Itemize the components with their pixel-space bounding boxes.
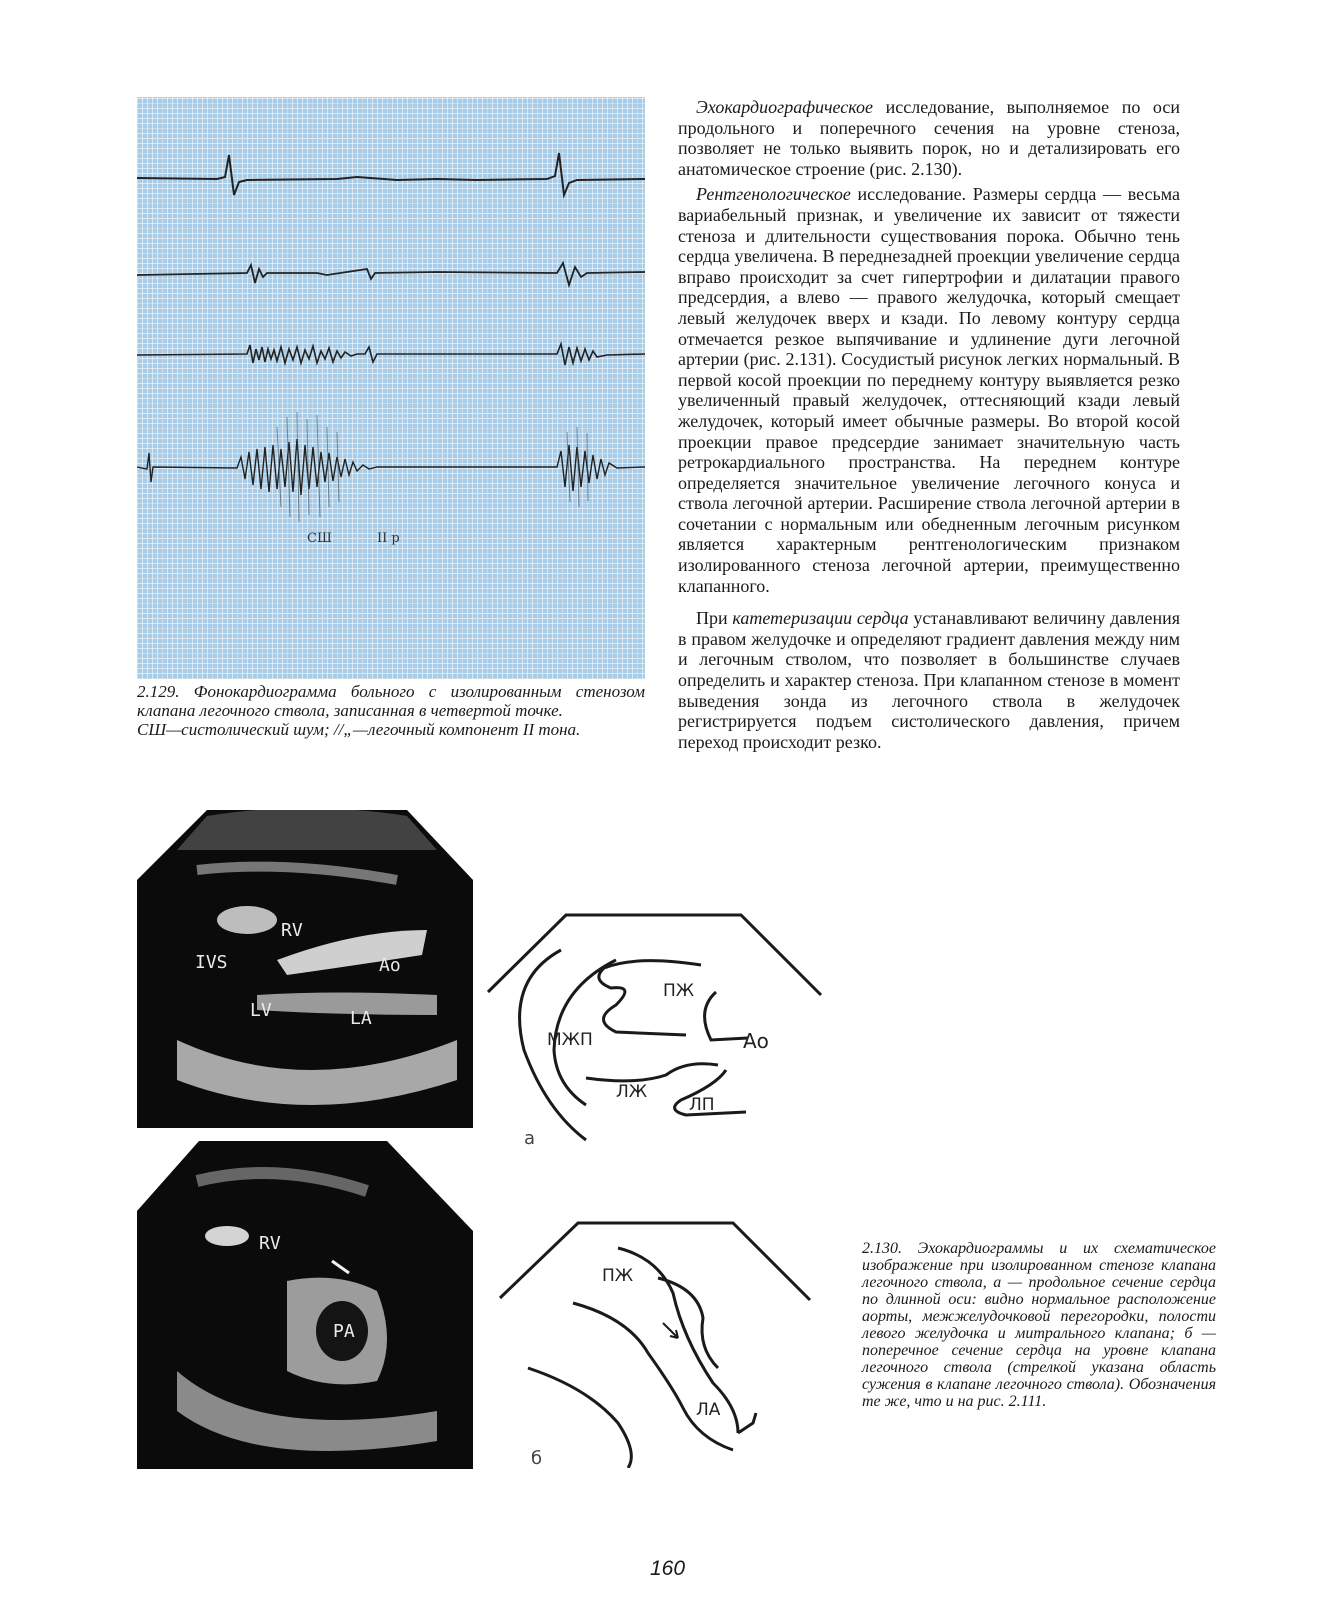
fig129-caption-title: 2.129. Фонокардиограмма больного с изолированным стенозом клапана легочного ствола, записанная в четвертой точке. [137,682,645,720]
echo-a-rv-label: RV [281,920,303,941]
fig129-caption [137,682,645,739]
schema-a-mzhp-label: МЖП [547,1030,593,1050]
paragraph-echocardiography: Эхокардиографическое исследование, выполняемое по оси продольного и поперечного сечения на уровне стеноза, позволяет не только выявить порок, но и детализировать его анатомическое строение (рис. 2.130). [678,97,1180,179]
echo-a-ivs-label: IVS [195,952,228,973]
phonocardiogram-figure [137,97,645,679]
echo-b-pa-label: PA [333,1321,355,1342]
echo-a-ao-label: Ao [379,955,401,976]
echo-image-b [137,1141,473,1469]
paragraph-radiology: Рентгенологическое исследование. Размеры сердца — весьма вариабельный признак, и увеличение их зависит от тяжести стеноза и длительности существования порока. Обычно тень сердца увеличена. В переднезадней проекции увеличение сердца вправо происходит за счет гипертрофии и дилатации правого предсердия, а влево — правого желудочка, который смещает левый желудочек вверх и кзади. По левому контуру сердца отмечается резкое выпячивание и удлинение дуги легочной артерии (рис. 2.131). Сосудистый рисунок легких нормальный. В первой косой проекции по переднему контуру выявляется резко увеличенный правый желудочек, оттесняющий кзади левый желудочек, который имеет обычные размеры. Во второй косой проекции правое предсердие занимает значительную часть ретрокардиального пространства. На переднем контуре определяется значительное увеличение легочного конуса и ствола легочной артерии. Расширение ствола легочной артерии в сочетании с нормальным или обедненным легочным рисунком является характерным рентгенологическим признаком изолированного стеноза легочной артерии, преимущественно клапанного. [678,184,1180,596]
schema-b-pzh-label: ПЖ [602,1266,634,1286]
schema-a-lzh-label: ЛЖ [616,1082,648,1102]
page-number: 160 [650,1557,686,1580]
systolic-noise-label: СШ [307,531,332,546]
ecg-trace [137,153,645,195]
pulmonary-component-label: II р [377,531,400,546]
schema-b-arrow [663,1323,678,1338]
schema-a-lp-label: ЛП [689,1095,715,1115]
pcg-trace-2 [137,344,645,365]
schema-a-pzh-label: ПЖ [663,981,695,1001]
schema-a [486,910,826,1150]
echo-image-a [137,810,473,1128]
echo-b-rv-label: RV [259,1233,281,1254]
body-text-column [678,97,1180,752]
phonocardiogram-traces [137,97,645,679]
schema-b-sector-outline [500,1223,810,1300]
schema-a-letter: а [524,1128,536,1149]
schema-a-ao-label: Ао [743,1029,769,1053]
schema-b [498,1218,828,1468]
fig130-caption: 2.130. Эхокардиограммы и их схематическое изображение при изолированном стенозе клапана легочного ствола, а — продольное сечение сердца по длинной оси: видно нормальное расположение аорты, межжелудочковой перегородки, полости левого желудочка и митрального клапана; б — поперечное сечение сердца на уровне клапана легочного ствола (стрелкой указана область сужения в клапане легочного ствола). Обозначения те же, что и на рис. 2.111. [862,1240,1216,1410]
schema-b-letter: б [531,1448,543,1469]
pcg-trace-1 [137,263,645,285]
schema-a-sector-outline [488,915,821,995]
schema-b-la-label: ЛА [696,1400,721,1420]
echo-a-lv-label: LV [250,1000,272,1021]
echo-a-la-label: LA [350,1008,372,1029]
paragraph-catheterization: При катетеризации сердца устанавливают величину давления в правом желудочке и определяют градиент давления между ним и легочным стволом, что позволяет в большинстве случаев определить и характер стеноза. При клапанном стенозе в момент выведения зонда из легочного ствола в желудочек регистрируется подъем систолического давления, причем переход происходит резко. [678,608,1180,752]
fig129-caption-legend: СШ—систолический шум; //„—легочный компонент II тона. [137,720,581,739]
